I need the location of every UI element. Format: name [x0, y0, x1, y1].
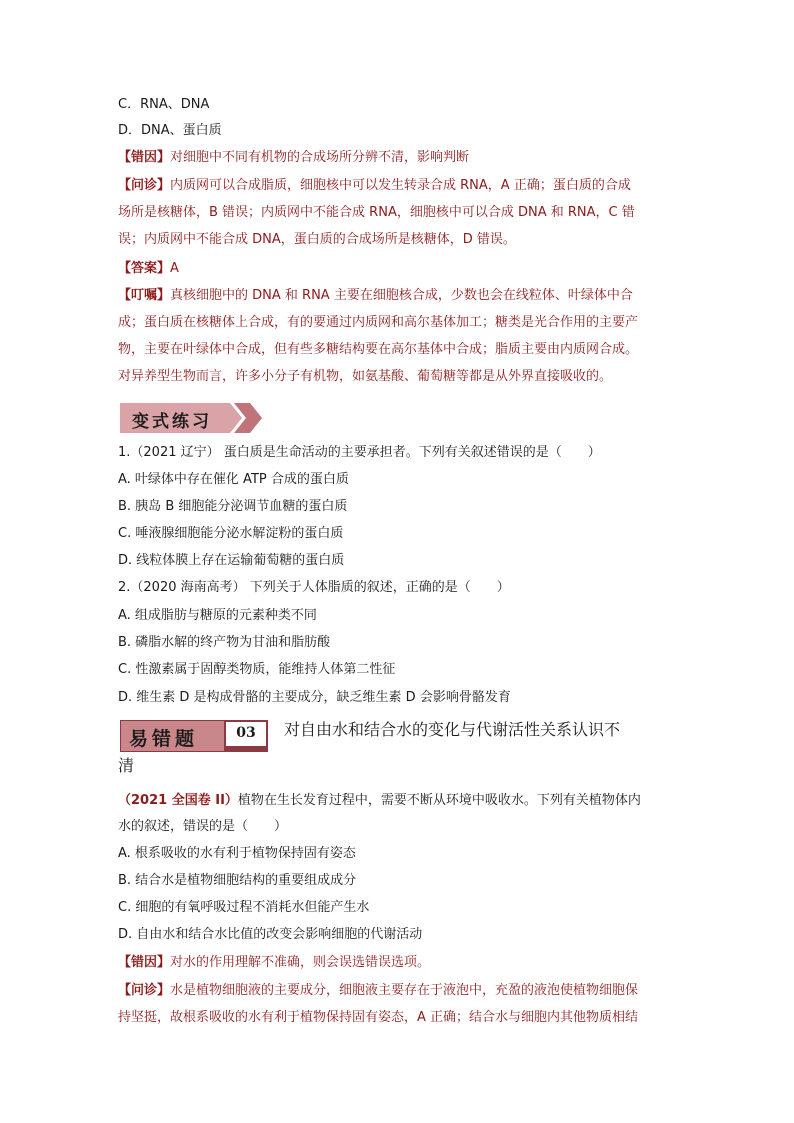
s3-stem-text-1: 植物在生长发育过程中，需要不断从环境中吸收水。下列有关植物体内	[237, 793, 641, 808]
q1-option-c: C. 唾液腺细胞能分泌水解淀粉的蛋白质	[118, 526, 344, 541]
practice-banner	[120, 403, 268, 433]
dingzhu-line-2: 成；蛋白质在核糖体上合成，有的要通过内质网和高尔基体加工；糖类是光合作用的主要产	[118, 315, 639, 330]
answer-text: A	[170, 261, 179, 276]
answer-line	[118, 256, 688, 282]
q2-option-c: C. 性激素属于固醇类物质，能维持人体第二性征	[118, 662, 396, 677]
s3-wenzhen-tag: 【问诊】	[118, 983, 171, 998]
yicuo-number: 03	[224, 720, 268, 752]
wenzhen-tag: 【问诊】	[118, 178, 171, 193]
s3-wenzhen-line-2: 持坚挺，故根系吸收的水有利于植物保持固有姿态，A 正确；结合水与细胞内其他物质相结	[118, 1010, 639, 1025]
cuoyin-tag: 【错因】	[118, 150, 171, 165]
banner-label: 变式练习	[132, 412, 212, 432]
s3-cuoyin-line	[118, 950, 688, 976]
s3-stem-line-1	[118, 788, 688, 814]
s3-source: （2021 全国卷 II）	[118, 793, 238, 808]
yicuo-label-box	[120, 720, 226, 752]
s3-cuoyin-tag: 【错因】	[118, 955, 171, 970]
s3-stem-line-2: 水的叙述，错误的是（ ）	[118, 819, 288, 834]
dingzhu-line-4: 对异养型生物而言，许多小分子有机物，如氨基酸、葡萄糖等都是从外界直接吸收的。	[118, 369, 613, 384]
q2-option-a: A. 组成脂肪与糖原的元素种类不同	[118, 608, 317, 623]
cuoyin-text: 对细胞中不同有机物的合成场所分辨不清，影响判断	[170, 150, 470, 165]
option-c: C．RNA、DNA	[118, 97, 210, 112]
q1-option-b: B. 胰岛 B 细胞能分泌调节血糖的蛋白质	[118, 499, 348, 514]
q1-option-a: A. 叶绿体中存在催化 ATP 合成的蛋白质	[118, 472, 349, 487]
q2-option-d: D. 维生素 D 是构成骨骼的主要成分，缺乏维生素 D 会影响骨骼发育	[118, 690, 511, 705]
dingzhu-tag: 【叮嘱】	[118, 288, 171, 303]
yicuo-title-line-1: 对自由水和结合水的变化与代谢活性关系认识不	[284, 720, 621, 739]
dingzhu-line-1	[118, 283, 688, 309]
answer-tag: 【答案】	[118, 261, 171, 276]
dingzhu-text-1: 真核细胞中的 DNA 和 RNA 主要在细胞核合成，少数也会在线粒体、叶绿体中合	[170, 288, 633, 303]
yicuo-badge	[120, 720, 268, 752]
s3-option-a: A. 根系吸收的水有利于植物保持固有姿态	[118, 846, 356, 861]
q2-stem: 2.（2020 海南高考） 下列关于人体脂质的叙述，正确的是（ ）	[118, 580, 510, 595]
yicuo-number-underline	[224, 746, 268, 752]
s3-wenzhen-line-1	[118, 978, 688, 1004]
dingzhu-line-3: 物，主要在叶绿体中合成，但有些多糖结构要在高尔基体中合成；脂质主要由内质网合成。	[118, 342, 639, 357]
s3-cuoyin-text: 对水的作用理解不准确，则会误选错误选项。	[170, 955, 431, 970]
wenzhen-line-1	[118, 173, 688, 199]
wenzhen-line-3: 误；内质网中不能合成 DNA，蛋白质的合成场所是核糖体，D 错误。	[118, 232, 516, 247]
s3-option-b: B. 结合水是植物细胞结构的重要组成成分	[118, 873, 357, 888]
yicuo-label: 易错题	[129, 728, 199, 750]
q2-option-b: B. 磷脂水解的终产物为甘油和脂肪酸	[118, 635, 331, 650]
wenzhen-line-2: 场所是核糖体，B 错误；内质网中不能合成 RNA，细胞核中可以合成 DNA 和 RNA，C 错	[118, 205, 635, 220]
s3-option-d: D. 自由水和结合水比值的改变会影响细胞的代谢活动	[118, 927, 423, 942]
wenzhen-text-1: 内质网可以合成脂质，细胞核中可以发生转录合成 RNA，A 正确；蛋白质的合成	[170, 178, 631, 193]
option-d: D．DNA、蛋白质	[118, 123, 222, 138]
q1-stem: 1.（2021 辽宁） 蛋白质是生命活动的主要承担者。下列有关叙述错误的是（ ）	[118, 445, 601, 460]
yicuo-title-line-2: 清	[118, 756, 135, 775]
cuoyin-line	[118, 145, 688, 171]
s3-wenzhen-text-1: 水是植物细胞液的主要成分，细胞液主要存在于液泡中，充盈的液泡使植物细胞保	[170, 983, 639, 998]
q1-option-d: D. 线粒体膜上存在运输葡萄糖的蛋白质	[118, 553, 345, 568]
s3-option-c: C. 细胞的有氧呼吸过程不消耗水但能产生水	[118, 900, 370, 915]
